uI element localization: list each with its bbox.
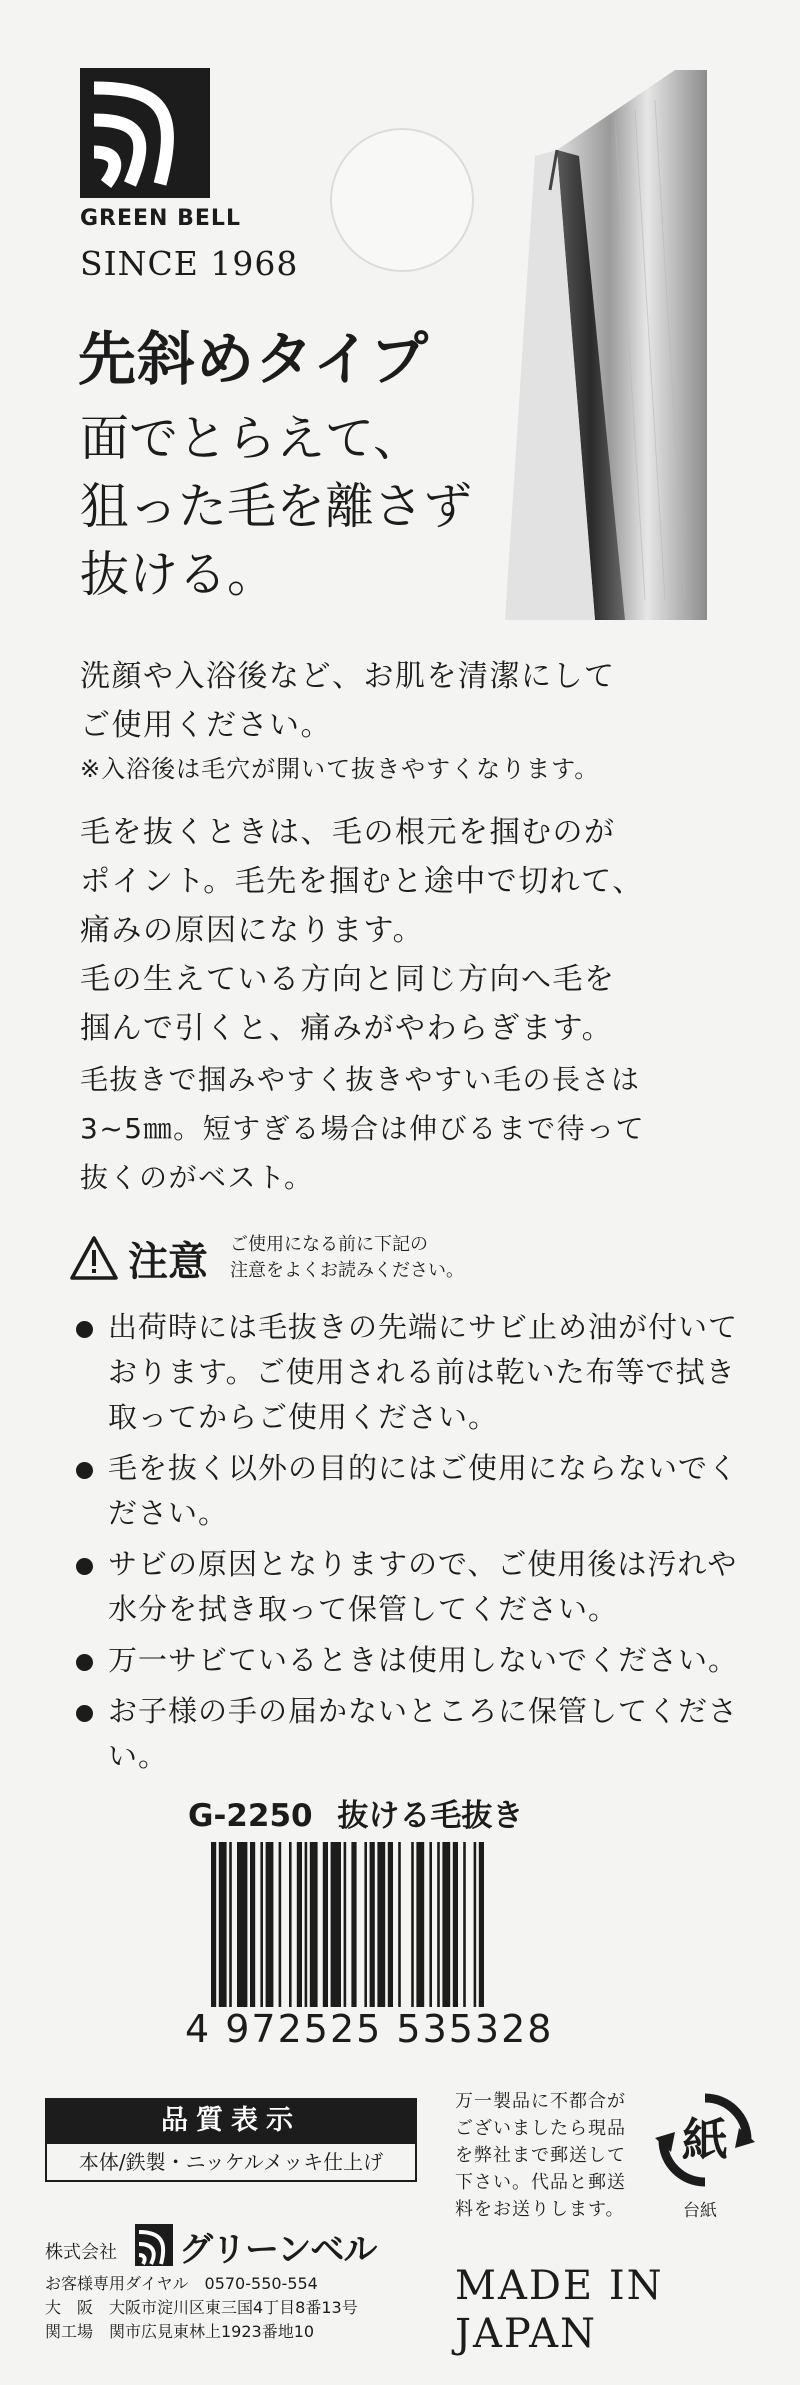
barcode-bar <box>266 1842 274 2007</box>
since-year: SINCE 1968 <box>80 244 299 283</box>
company-name: グリーンベル <box>179 2230 377 2270</box>
caution-item: 万一サビているときは使用しないでください。 <box>72 1638 752 1683</box>
caution-list <box>72 1305 752 1785</box>
barcode-bar <box>297 1842 302 2007</box>
text-line: 毛抜きで掴みやすく抜きやすい毛の長さは <box>80 1063 641 1096</box>
usage-paragraph <box>80 808 644 1053</box>
barcode-bar <box>237 1842 247 2007</box>
barcode <box>185 1842 625 2052</box>
company-mark-icon <box>135 2224 173 2266</box>
barcode-bar <box>463 1842 466 2007</box>
caution-header <box>70 1230 630 1292</box>
text-line: 料をお送りします。 <box>455 2199 625 2220</box>
product-name: 抜ける毛抜き <box>337 1798 524 1834</box>
barcode-bar <box>411 1842 414 2007</box>
caution-item: お子様の手の届かないところに保管してください。 <box>72 1689 752 1779</box>
company-type: 株式会社 <box>45 2242 117 2263</box>
barcode-bar <box>344 1842 347 2007</box>
company-contact <box>45 2272 358 2344</box>
text-line: ご使用ください。 <box>80 708 332 743</box>
origin-line: MADE IN <box>455 2263 664 2309</box>
barcode-bar <box>211 1842 216 2007</box>
text-line: 注意をよくお読みください。 <box>230 1260 464 1281</box>
caution-title: 注意 <box>128 1239 208 1285</box>
paper-recycle-icon <box>655 2090 755 2190</box>
product-title <box>188 1790 523 1835</box>
barcode-bar <box>429 1842 432 2007</box>
text-line: 万一製品に不都合が <box>455 2091 626 2112</box>
barcode-bar <box>351 1842 356 2007</box>
barcode-bar <box>479 1842 484 2007</box>
company-logo <box>45 2220 445 2270</box>
headline: 先斜めタイプ <box>78 325 430 393</box>
text-line: 毛を抜くときは、毛の根元を掴むのが <box>80 815 616 850</box>
quality-header: 品質表示 <box>45 2098 417 2144</box>
barcode-bar <box>474 1842 477 2007</box>
brand-name: GREEN BELL <box>80 206 241 231</box>
text-line: 洗顔や入浴後など、お肌を清潔にして <box>80 659 616 694</box>
quality-label <box>45 2098 417 2182</box>
usage-note: ※入浴後は毛穴が開いて抜きやすくなります。 <box>80 755 600 783</box>
text-line: ございましたら現品 <box>455 2118 626 2139</box>
barcode-bar <box>398 1842 401 2007</box>
product-code: G-2250 <box>188 1798 313 1834</box>
barcode-bar <box>364 1842 367 2007</box>
text-line: ポイント。毛先を掴むと途中で切れて、 <box>80 864 644 899</box>
barcode-bar <box>442 1842 450 2007</box>
contact-line: お客様専用ダイヤル 0570-550-554 <box>45 2274 318 2293</box>
tagline-line: 狙った毛を離さず <box>80 478 473 535</box>
barcode-bar <box>377 1842 385 2007</box>
made-in-japan <box>455 2262 664 2358</box>
text-line: ご使用になる前に下記の <box>230 1234 428 1255</box>
barcode-bar <box>323 1842 328 2007</box>
barcode-bar <box>219 1842 227 2007</box>
caution-item: 毛を抜く以外の目的にはご使用にならないでください。 <box>72 1446 752 1536</box>
barcode-bar <box>305 1842 308 2007</box>
tagline-line: 面でとらえて、 <box>80 410 423 467</box>
recycle-mark: 紙 <box>682 2113 728 2167</box>
tweezer-image <box>495 60 715 620</box>
origin-line: JAPAN <box>455 2311 598 2357</box>
barcode-bar <box>250 1842 255 2007</box>
usage-paragraph <box>80 652 616 750</box>
barcode-bar <box>289 1842 292 2007</box>
tagline <box>80 405 472 609</box>
green-bell-logo-icon <box>80 68 210 198</box>
barcode-bar <box>388 1842 393 2007</box>
barcode-bar <box>229 1842 232 2007</box>
barcode-bar <box>370 1842 375 2007</box>
defect-notice <box>455 2088 626 2223</box>
barcode-bar <box>279 1842 282 2007</box>
barcode-bar <box>416 1842 424 2007</box>
barcode-digits: 4 972525 535328 <box>185 2007 554 2051</box>
text-line: 下さい。代品と郵送 <box>455 2172 626 2193</box>
quality-material: 本体/鉄製・ニッケルメッキ仕上げ <box>45 2144 417 2182</box>
text-line: 3~5㎜。短すぎる場合は伸びるまで待って <box>80 1112 646 1145</box>
caution-item: 出荷時には毛抜きの先端にサビ止め油が付いております。ご使用される前は乾いた布等で拭き取ってからご使用ください。 <box>72 1305 752 1440</box>
usage-paragraph <box>80 1055 645 1202</box>
caution-subtitle <box>230 1232 464 1284</box>
contact-line: 大 阪 大阪市淀川区東三国4丁目8番13号 <box>45 2298 358 2317</box>
tagline-line: 抜ける。 <box>80 546 277 603</box>
hang-hole <box>330 128 474 272</box>
text-line: を弊社まで郵送して <box>455 2145 626 2166</box>
barcode-bar <box>260 1842 263 2007</box>
caution-item: サビの原因となりますので、ご使用後は汚れや水分を拭き取って保管してください。 <box>72 1542 752 1632</box>
barcode-bar <box>453 1842 458 2007</box>
text-line: 毛の生えている方向と同じ方向へ毛を <box>80 962 616 997</box>
barcode-bar <box>331 1842 341 2007</box>
barcode-bar <box>437 1842 440 2007</box>
contact-line: 関工場 関市広見東林上1923番地10 <box>45 2322 315 2341</box>
text-line: 掴んで引くと、痛みがやわらぎます。 <box>80 1011 614 1046</box>
barcode-bar <box>310 1842 318 2007</box>
text-line: 痛みの原因になります。 <box>80 913 425 948</box>
warning-icon <box>70 1236 118 1280</box>
recycle-label: 台紙 <box>683 2201 717 2221</box>
text-line: 抜くのがベスト。 <box>80 1161 314 1194</box>
